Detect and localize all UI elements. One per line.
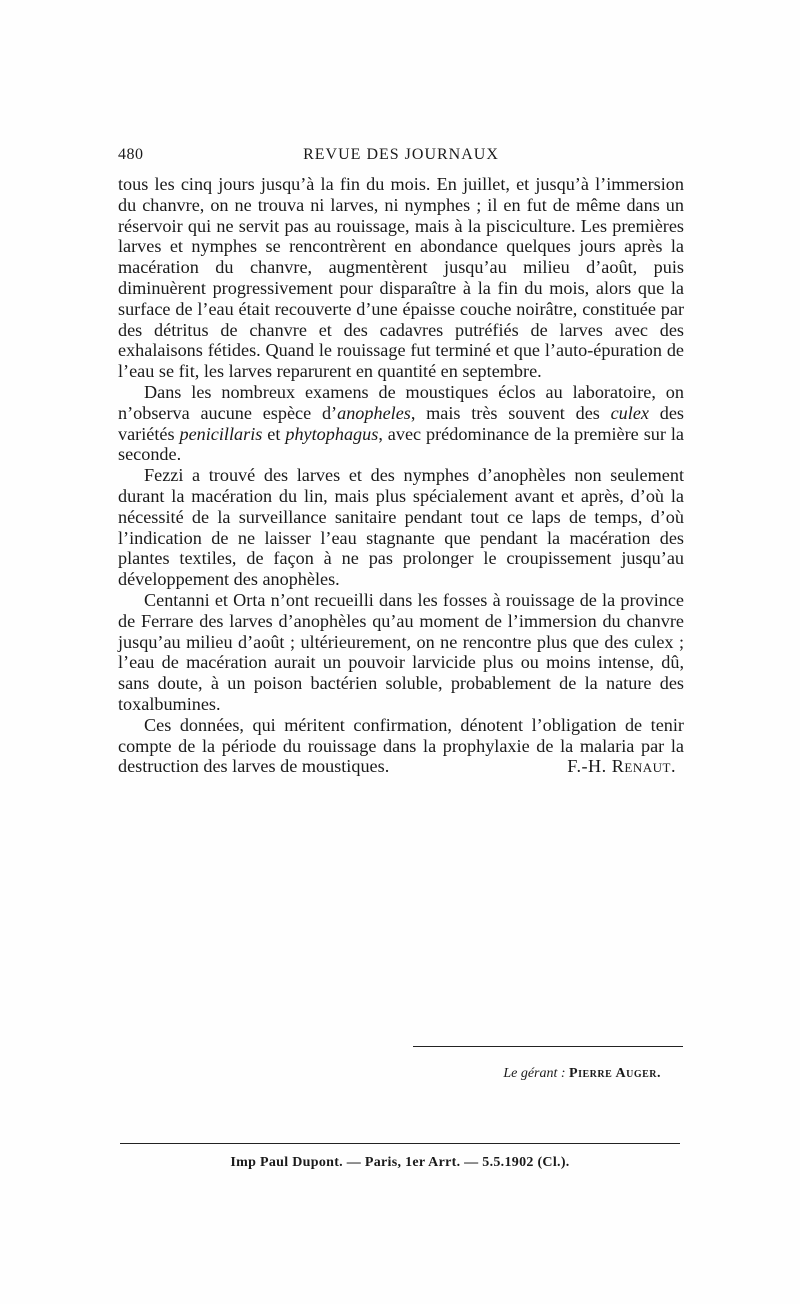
paragraph-2-text: , avec prédominance de la première sur la seconde. (118, 423, 684, 465)
species-culex: culex (610, 402, 649, 423)
paragraph-2 (118, 382, 684, 465)
species-anopheles: anopheles (337, 402, 411, 423)
running-title: REVUE DES JOURNAUX (303, 146, 499, 163)
paragraph-2-text: Dans les nombreux examens de moustiques éclos au laboratoire, on n’observa aucune espèce d’ (118, 381, 684, 423)
paragraph-5-text: Ces données, qui méritent confirmation, dénotent l’obligation de tenir compte de la période du rouissage dans la prophylaxie de la malaria par la destruction des larves de moustiques. (118, 714, 684, 777)
page-header (118, 146, 684, 170)
gerant-line (413, 1066, 683, 1082)
article-body (118, 174, 684, 777)
gerant-label: Le gérant : (503, 1066, 566, 1081)
paragraph-2-text: et (262, 423, 286, 444)
gerant-divider (413, 1046, 683, 1047)
variety-penicillaris: penicillaris (179, 423, 263, 444)
paragraph-4: Centanni et Orta n’ont recueilli dans les fosses à rouissage de la province de Ferrare des larves d’anophèles qu’au moment de l’immersion du chanvre jusqu’au milieu d’août ; ultérieurement, on ne rencontre plus que des culex ; l’eau de macération aurait un pouvoir larvicide plus ou moins intense, dû, sans doute, à un poison bactérien soluble, probablement de la nature des toxalbumines. (118, 589, 684, 714)
page-number: 480 (118, 146, 144, 163)
paragraph-1: tous les cinq jours jusqu’à la fin du mois. En juillet, et jusqu’à l’immersion du chanvre, on ne trouva ni larves, ni nymphes ; il en fut de même dans un réservoir qui ne servit pas au rouissage, mais à la pisciculture. Les premières larves et nymphes se rencontrèrent en abondance quelques jours après la macération du chanvre, augmentèrent jusqu’au milieu d’août, puis diminuèrent progressivement pour disparaître à la fin du mois, alors que la surface de l’eau était recouverte d’une épaisse couche noirâtre, constituée par des détritus de chanvre et des cadavres putréfiés de larves avec des exhalaisons fétides. Quand le rouissage fut terminé et que l’auto-épuration de l’eau se fit, les larves reparurent en quantité en septembre. (118, 174, 684, 382)
paragraph-2-text: des variétés (118, 402, 684, 444)
paragraph-2-text: , mais très souvent des (410, 402, 611, 423)
printer-imprint: Imp Paul Dupont. — Paris, 1er Arrt. — 5.5.1902 (Cl.). (230, 1155, 570, 1170)
paragraph-3: Fezzi a trouvé des larves et des nymphes d’anophèles non seulement durant la macération du lin, mais plus spécialement avant et après, d’où la nécessité de la surveillance sanitaire pendant tout ce laps de temps, d’où l’indication de ne laisser l’eau stagnante que pendant la macération des plantes textiles, de façon à ne pas prolonger le croupissement jusqu’au développement des anophèles. (118, 465, 684, 590)
author-signature: F.-H. Renaut. (567, 756, 676, 777)
gerant-name: Pierre Auger. (569, 1066, 661, 1081)
imprint-divider (120, 1143, 680, 1144)
variety-phytophagus: phytophagus (285, 423, 379, 444)
paragraph-5 (118, 715, 684, 777)
